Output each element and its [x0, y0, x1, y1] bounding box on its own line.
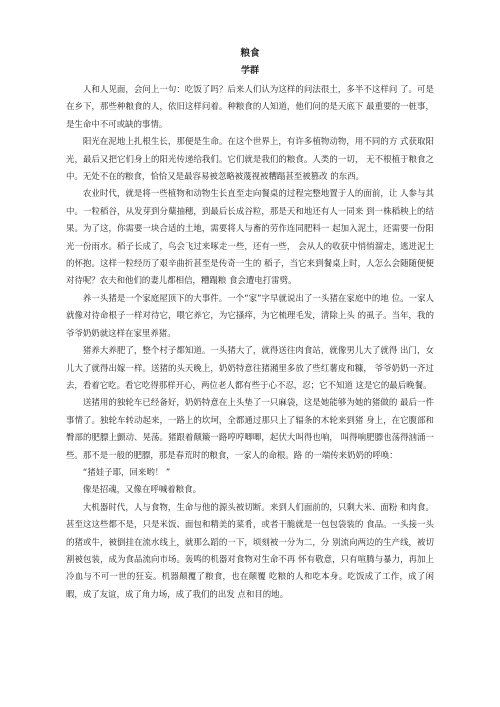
paragraph: 阳光在泥地上扎根生长，那便是生命。在这个世界上，有许多植物动物，用不同的方 式获取阳光，最后又把它们身上的阳光传递给我们。它们就是我们的粮食。人类的一切， 无不根植于粮食之中。无处不在的粮食，恰恰又是最容易被忽略被蔑视被糟蹋甚至被篡改 的东西。: [66, 136, 434, 182]
paragraph: 送猪用的独轮车已经备好，奶奶特意在上头垫了一只麻袋，这是她能够为她的猪做的 最后一件事情了。独轮车转动起来，一路上的坎坷，全都通过那只上了辐条的木轮来到猪 身上，在它腹部和臀部的肥膘上颤动、晃荡。猪跟着颠簸一路哼哼唧唧，起伏大叫得也响， 叫得响肥膘也荡得汹涌一些。那不是一般的肥膘，那是春荒时的粮食，一家人的命根。路 的一端传来奶奶的呼唤：: [66, 397, 434, 460]
paragraph: 人和人见面，会问上一句：吃饭了吗？后来人们认为这样的问法很土，多半不这样问 了。可是在乡下，那些种粮食的人，依旧这样问着。种粮食的人知道，他们问的是天底下 最重要的一桩事，是生命中不可或缺的事情。: [66, 84, 434, 129]
paragraph-quote: “猪娃子耶，回来哟！ ”: [82, 466, 171, 477]
paragraph: 像是招魂，又像在呼喊着粮食。: [82, 484, 202, 495]
paragraph: 养一头猪是一个家庭屋顶下的大事件。一个“家”字早就说出了一头猪在家庭中的地 位。一家人就像对待命根子一样对待它，喂它养它，为它搔痒，为它梳理毛发，清除上头 的虱子。当年，我的爷爷奶奶就这样在家里养猪。: [66, 292, 434, 338]
article-author: 学群: [240, 66, 259, 76]
paragraph: 农业时代，就是将一些植物和动物生长直至走向餐桌的过程完整地置于人的面前，让 人参与其中。一粒稻谷，从发芽到分蘖抽穗，到最后长成谷粒，那是天和地还有人一同来 到一株稻秧上的结果。为了这，你需要一块合适的土地，需要将人与畜的劳作连同肥料一 起加入泥土，还需要一份阳光一份雨水。稻子长成了，鸟会飞过来啄走一些，还有一些， 会从人的收获中悄悄溜走，逃进泥土的怀抱。这样一粒经历了艰辛曲折甚至是传奇一生的 稻子，当它来到餐桌上时，人怎么会随随便便对待呢？农夫和他们的妻儿都相信，糟蹋粮 食会遭电打雷劈。: [66, 188, 434, 286]
paragraph: 猪养大养肥了，整个村子都知道。一头猪大了，就得送往肉食站，就像男儿大了就得 出门，女儿大了就得出嫁一样。送猪的头天晚上，奶奶特意往猪潲里多放了些红薯皮和糠， 爷爷奶奶一齐过去，看着它吃。看它吃得那样开心，两位老人都有些于心不忍，忍；它不知道 这是它的最后晚餐。: [66, 345, 434, 390]
article-title: 粮食: [240, 48, 260, 59]
article-body: [66, 81, 434, 603]
paragraph: 大机器时代，人与食物，生命与他的源头被切断。来到人们面前的，只剩大米、面粉 和肉食。甚至这这些都不是，只是米饭、面包和精美的菜肴，或者干脆就是一包包袋装的 食品。一头接一头的猪或牛，被倒挂在流水线上，就那么蹈的一下，顷刻被一分为二，分 别流向两边的生产线，被切割被包装，成为食品流向市场。轰鸣的机器对食物对生命不再 怀有敬意，只有喧腾与暴力，再加上冷血与不可一世的狂妄。机器颠覆了粮食，也在颠覆 吃粮的人和吃本身。吃饭成了工作，成了闲暇，成了友谊，成了角力场，成了我们的出发 点和目的地。: [66, 501, 434, 599]
